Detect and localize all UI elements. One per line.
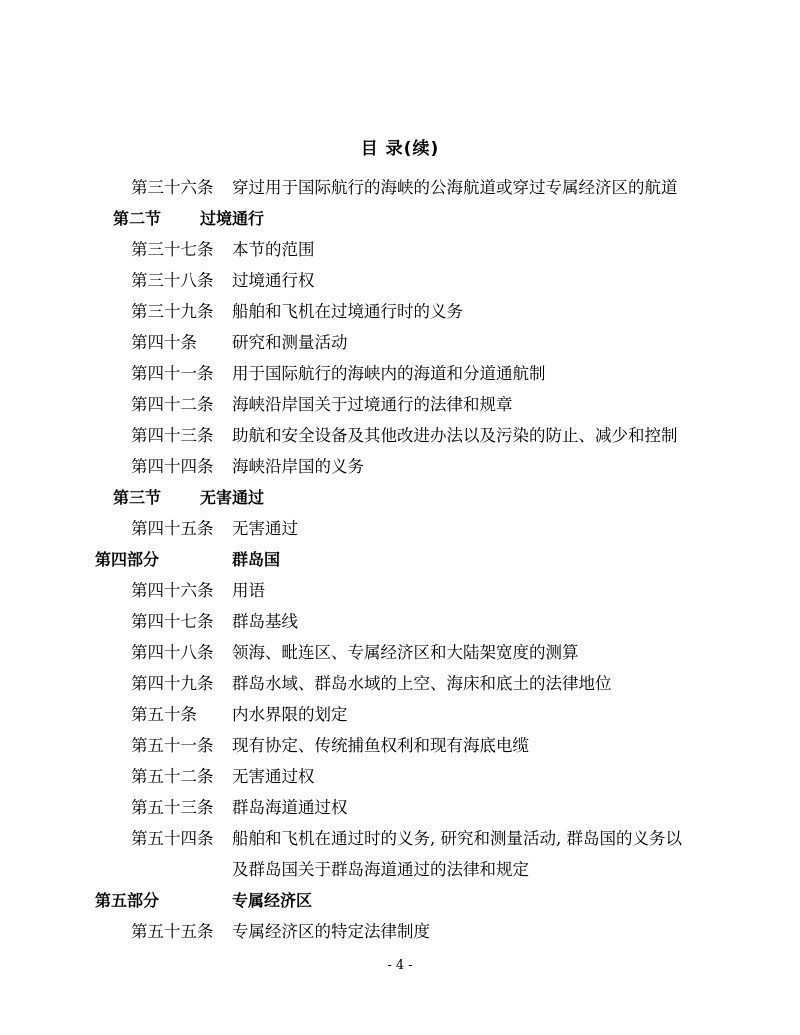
toc-entry-article [0,513,800,544]
toc-entry-article [0,389,800,420]
toc-entry-article [0,420,800,451]
article-number: 第四十五条 [131,519,214,538]
article-title: 船舶和飞机在过境通行时的义务 [232,302,463,321]
toc-entry-article [0,358,800,389]
toc-entry-part [0,885,800,916]
page-number: - 4 - [387,958,413,973]
toc-entry-section [0,482,800,513]
toc-entry-part [0,544,800,575]
article-title: 群岛基线 [232,612,298,631]
article-title: 研究和测量活动 [232,333,348,352]
table-of-contents [0,172,800,947]
article-title: 穿过用于国际航行的海峡的公海航道或穿过专属经济区的航道 [232,178,678,197]
part-number: 第四部分 [95,550,160,569]
article-title: 海峡沿岸国的义务 [232,457,364,476]
article-number: 第四十六条 [131,581,214,600]
toc-entry-article [0,699,800,730]
article-number: 第五十条 [131,705,197,724]
article-title: 用语 [232,581,265,600]
toc-entry-article [0,575,800,606]
article-number: 第四十二条 [131,395,214,414]
article-number: 第四十八条 [131,643,214,662]
cont-title: 及群岛国关于群岛海道通过的法律和规定 [232,860,529,879]
article-title: 专属经济区的特定法律制度 [232,922,430,941]
article-title: 海峡沿岸国关于过境通行的法律和规章 [232,395,513,414]
article-title: 无害通过权 [232,767,315,786]
article-title: 内水界限的划定 [232,705,348,724]
article-number: 第五十五条 [131,922,214,941]
toc-entry-article [0,916,800,947]
article-number: 第五十二条 [131,767,214,786]
toc-entry-article [0,265,800,296]
article-number: 第三十九条 [131,302,214,321]
toc-entry-article [0,234,800,265]
part-title: 群岛国 [232,550,281,569]
article-title: 助航和安全设备及其他改进办法以及污染的防止、减少和控制 [232,426,678,445]
section-number: 第三节 [113,488,162,507]
toc-entry-article [0,606,800,637]
toc-entry-article [0,172,800,203]
article-number: 第四十四条 [131,457,214,476]
toc-entry-article [0,451,800,482]
toc-entry-article [0,668,800,699]
article-number: 第五十四条 [131,829,214,848]
article-number: 第五十三条 [131,798,214,817]
toc-entry-article [0,327,800,358]
article-number: 第五十一条 [131,736,214,755]
article-title: 过境通行权 [232,271,315,290]
article-number: 第四十九条 [131,674,214,693]
article-title: 船舶和飞机在通过时的义务, 研究和测量活动, 群岛国的义务以 [232,829,682,848]
article-title: 用于国际航行的海峡内的海道和分道通航制 [232,364,546,383]
section-title: 无害通过 [200,488,265,507]
toc-entry-article [0,823,800,854]
toc-entry-article [0,730,800,761]
toc-entry-section [0,203,800,234]
article-number: 第四十条 [131,333,197,352]
article-number: 第三十七条 [131,240,214,259]
article-title: 领海、毗连区、专属经济区和大陆架宽度的测算 [232,643,579,662]
section-number: 第二节 [113,209,162,228]
article-number: 第四十七条 [131,612,214,631]
part-title: 专属经济区 [232,891,313,910]
section-title: 过境通行 [200,209,265,228]
article-title: 本节的范围 [232,240,315,259]
article-title: 群岛海道通过权 [232,798,348,817]
article-title: 无害通过 [232,519,298,538]
article-title: 群岛水域、群岛水域的上空、海床和底土的法律地位 [232,674,612,693]
part-number: 第五部分 [95,891,160,910]
toc-entry-article [0,637,800,668]
article-number: 第四十一条 [131,364,214,383]
toc-entry-article [0,761,800,792]
article-number: 第三十六条 [131,178,214,197]
article-number: 第三十八条 [131,271,214,290]
toc-entry-cont [0,854,800,885]
toc-entry-article [0,296,800,327]
toc-title: 目 录(续) [360,139,440,159]
article-title: 现有协定、传统捕鱼权利和现有海底电缆 [232,736,529,755]
article-number: 第四十三条 [131,426,214,445]
toc-entry-article [0,792,800,823]
